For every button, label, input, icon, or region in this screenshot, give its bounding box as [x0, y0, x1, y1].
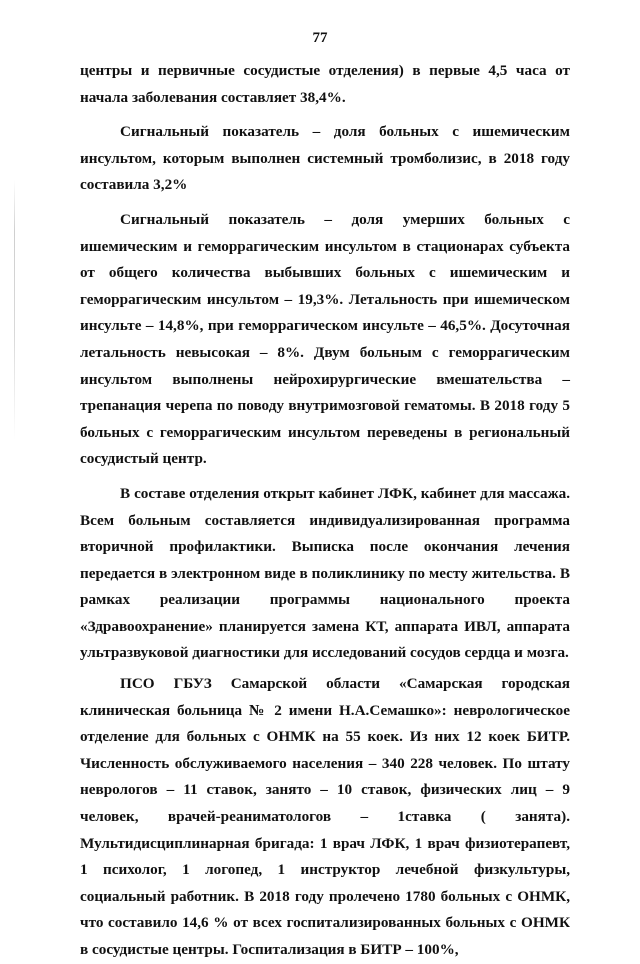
paragraph-5: ПСО ГБУЗ Самарской области «Самарская городская клиническая больница № 2 имени Н.А.Семашко»: неврологическое отделение для больных с ОНМК на 55 коек. Из них 12 коек БИТР. Численность обслуживаемого населения – 340 228 человек. По штату неврологов – 11 ставок, занято – 10 ставок, физических лиц – 9 человек, врачей-реаниматологов – 1ставка ( занята). Мультидисциплинарная бригада: 1 врач ЛФК, 1 врач физиотерапевт, 1 психолог, 1 логопед, 1 инструктор лечебной физкультуры, социальный работник. В 2018 году пролечено 1780 больных с ОНМК, что составило 14,6 % от всех госпитализированных больных с ОНМК в сосудистые центры. Госпитализация в БИТР – 100%,: [80, 675, 570, 958]
paragraph-4: В составе отделения открыт кабинет ЛФК, кабинет для массажа. Всем больным составляется индивидуализированная программа вторичной профилактики. Выписка после окончания лечения передается в электронном виде в поликлинику по месту жительства. В рамках реализации программы национального проекта «Здравоохранение» планируется замена КТ, аппарата ИВЛ, аппарата ультразвуковой диагностики для исследований сосудов сердца и мозга.: [80, 484, 570, 662]
scan-edge-mark: [14, 180, 15, 440]
page-number: 77: [312, 30, 328, 46]
paragraph-2: Сигнальный показатель – доля больных с ишемическим инсультом, которым выполнен системный тромболизис, в 2018 году составила 3,2%: [80, 123, 570, 194]
paragraph-1: центры и первичные сосудистые отделения) в первые 4,5 часа от начала заболевания составляет 38,4%.: [80, 62, 570, 106]
document-body: [80, 58, 570, 964]
paragraph-3: Сигнальный показатель – доля умерших больных с ишемическим и геморрагическим инсультом в стационарах субъекта от общего количества выбывших больных с ишемическим и геморрагическим инсультом – 19,3%. Летальность при ишемическом инсульте – 14,8%, при геморрагическом инсульте – 46,5%. Досуточная летальность невысокая – 8%. Двум больным с геморрагическим инсультом выполнены нейрохирургические вмешательства – трепанация черепа по поводу внутримозговой гематомы. В 2018 году 5 больных с геморрагическим инсультом переведены в региональный сосудистый центр.: [80, 210, 570, 468]
